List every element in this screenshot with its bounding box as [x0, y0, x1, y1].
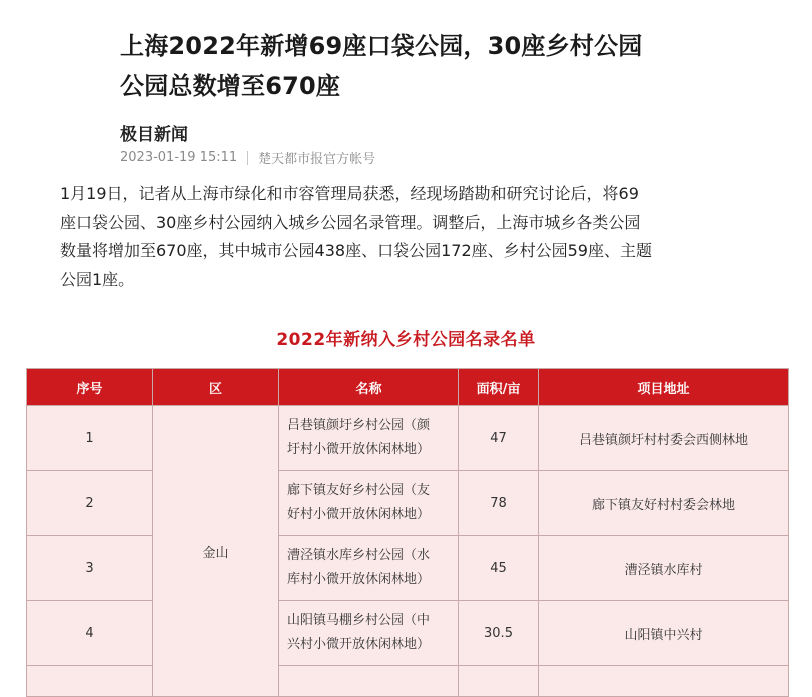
park-name-line: 兴村小微开放休闲林地） [287, 637, 431, 652]
headline-line: 公园总数增至670座 [120, 72, 341, 100]
park-name-line: 山阳镇马棚乡村公园（中 [287, 613, 431, 628]
park-name-line: 漕泾镇水库乡村公园（水 [287, 548, 431, 563]
body-line: 座口袋公园、30座乡村公园纳入城乡公园名录管理。调整后，上海市城乡各类公园 [60, 212, 641, 232]
cell-park-name [279, 536, 459, 601]
body-line: 公园1座。 [60, 269, 135, 289]
cell-area: 45 [459, 536, 539, 601]
header-index: 序号 [27, 369, 153, 406]
table-row [27, 601, 789, 666]
cell-address: 廊下镇友好村村委会林地 [539, 471, 789, 536]
cell-area-empty [459, 666, 539, 697]
cell-address-empty [539, 666, 789, 697]
meta-divider [247, 151, 248, 165]
table-title: 2022年新纳入乡村公园名录名单 [276, 330, 536, 350]
article-headline [120, 26, 760, 106]
article-meta [120, 148, 375, 167]
cell-park-name [279, 406, 459, 471]
table-row-cutoff [27, 666, 789, 697]
cell-area: 30.5 [459, 601, 539, 666]
body-line: 1月19日，记者从上海市绿化和市容管理局获悉，经现场踏勘和研究讨论后，将69 [60, 184, 639, 203]
rural-park-table [26, 368, 789, 697]
cell-index: 1 [27, 406, 153, 471]
header-address: 项目地址 [539, 369, 789, 406]
table-header-row [27, 369, 789, 406]
cell-address: 山阳镇中兴村 [539, 601, 789, 666]
cell-index: 3 [27, 536, 153, 601]
cell-index: 2 [27, 471, 153, 536]
cell-area: 78 [459, 471, 539, 536]
cell-park-name-empty [279, 666, 459, 697]
cell-index: 4 [27, 601, 153, 666]
cell-park-name [279, 471, 459, 536]
cell-district: 金山 [153, 406, 279, 697]
park-name-line: 库村小微开放休闲林地） [287, 572, 431, 587]
body-line: 数量将增加至670座，其中城市公园438座、口袋公园172座、乡村公园59座、主题 [60, 241, 652, 260]
table-row [27, 406, 789, 471]
park-name-line: 吕巷镇颜圩乡村公园（颜 [287, 418, 431, 433]
account-label: 楚天都市报官方帐号 [258, 152, 376, 167]
publish-timestamp: 2023-01-19 15:11 [120, 150, 238, 165]
park-name-line: 圩村小微开放休闲林地） [287, 442, 431, 457]
header-area: 面积/亩 [459, 369, 539, 406]
cell-area: 47 [459, 406, 539, 471]
headline-line: 上海2022年新增69座口袋公园，30座乡村公园 [120, 32, 643, 60]
cell-park-name [279, 601, 459, 666]
cell-address: 吕巷镇颜圩村村委会西侧林地 [539, 406, 789, 471]
cell-address: 漕泾镇水库村 [539, 536, 789, 601]
park-name-line: 廊下镇友好乡村公园（友 [287, 483, 431, 498]
table-row [27, 536, 789, 601]
header-name: 名称 [279, 369, 459, 406]
park-name-line: 好村小微开放休闲林地） [287, 507, 431, 522]
source-name[interactable]: 极目新闻 [120, 125, 188, 145]
header-district: 区 [153, 369, 279, 406]
cell-index-empty [27, 666, 153, 697]
article-body [60, 180, 760, 294]
table-row [27, 471, 789, 536]
